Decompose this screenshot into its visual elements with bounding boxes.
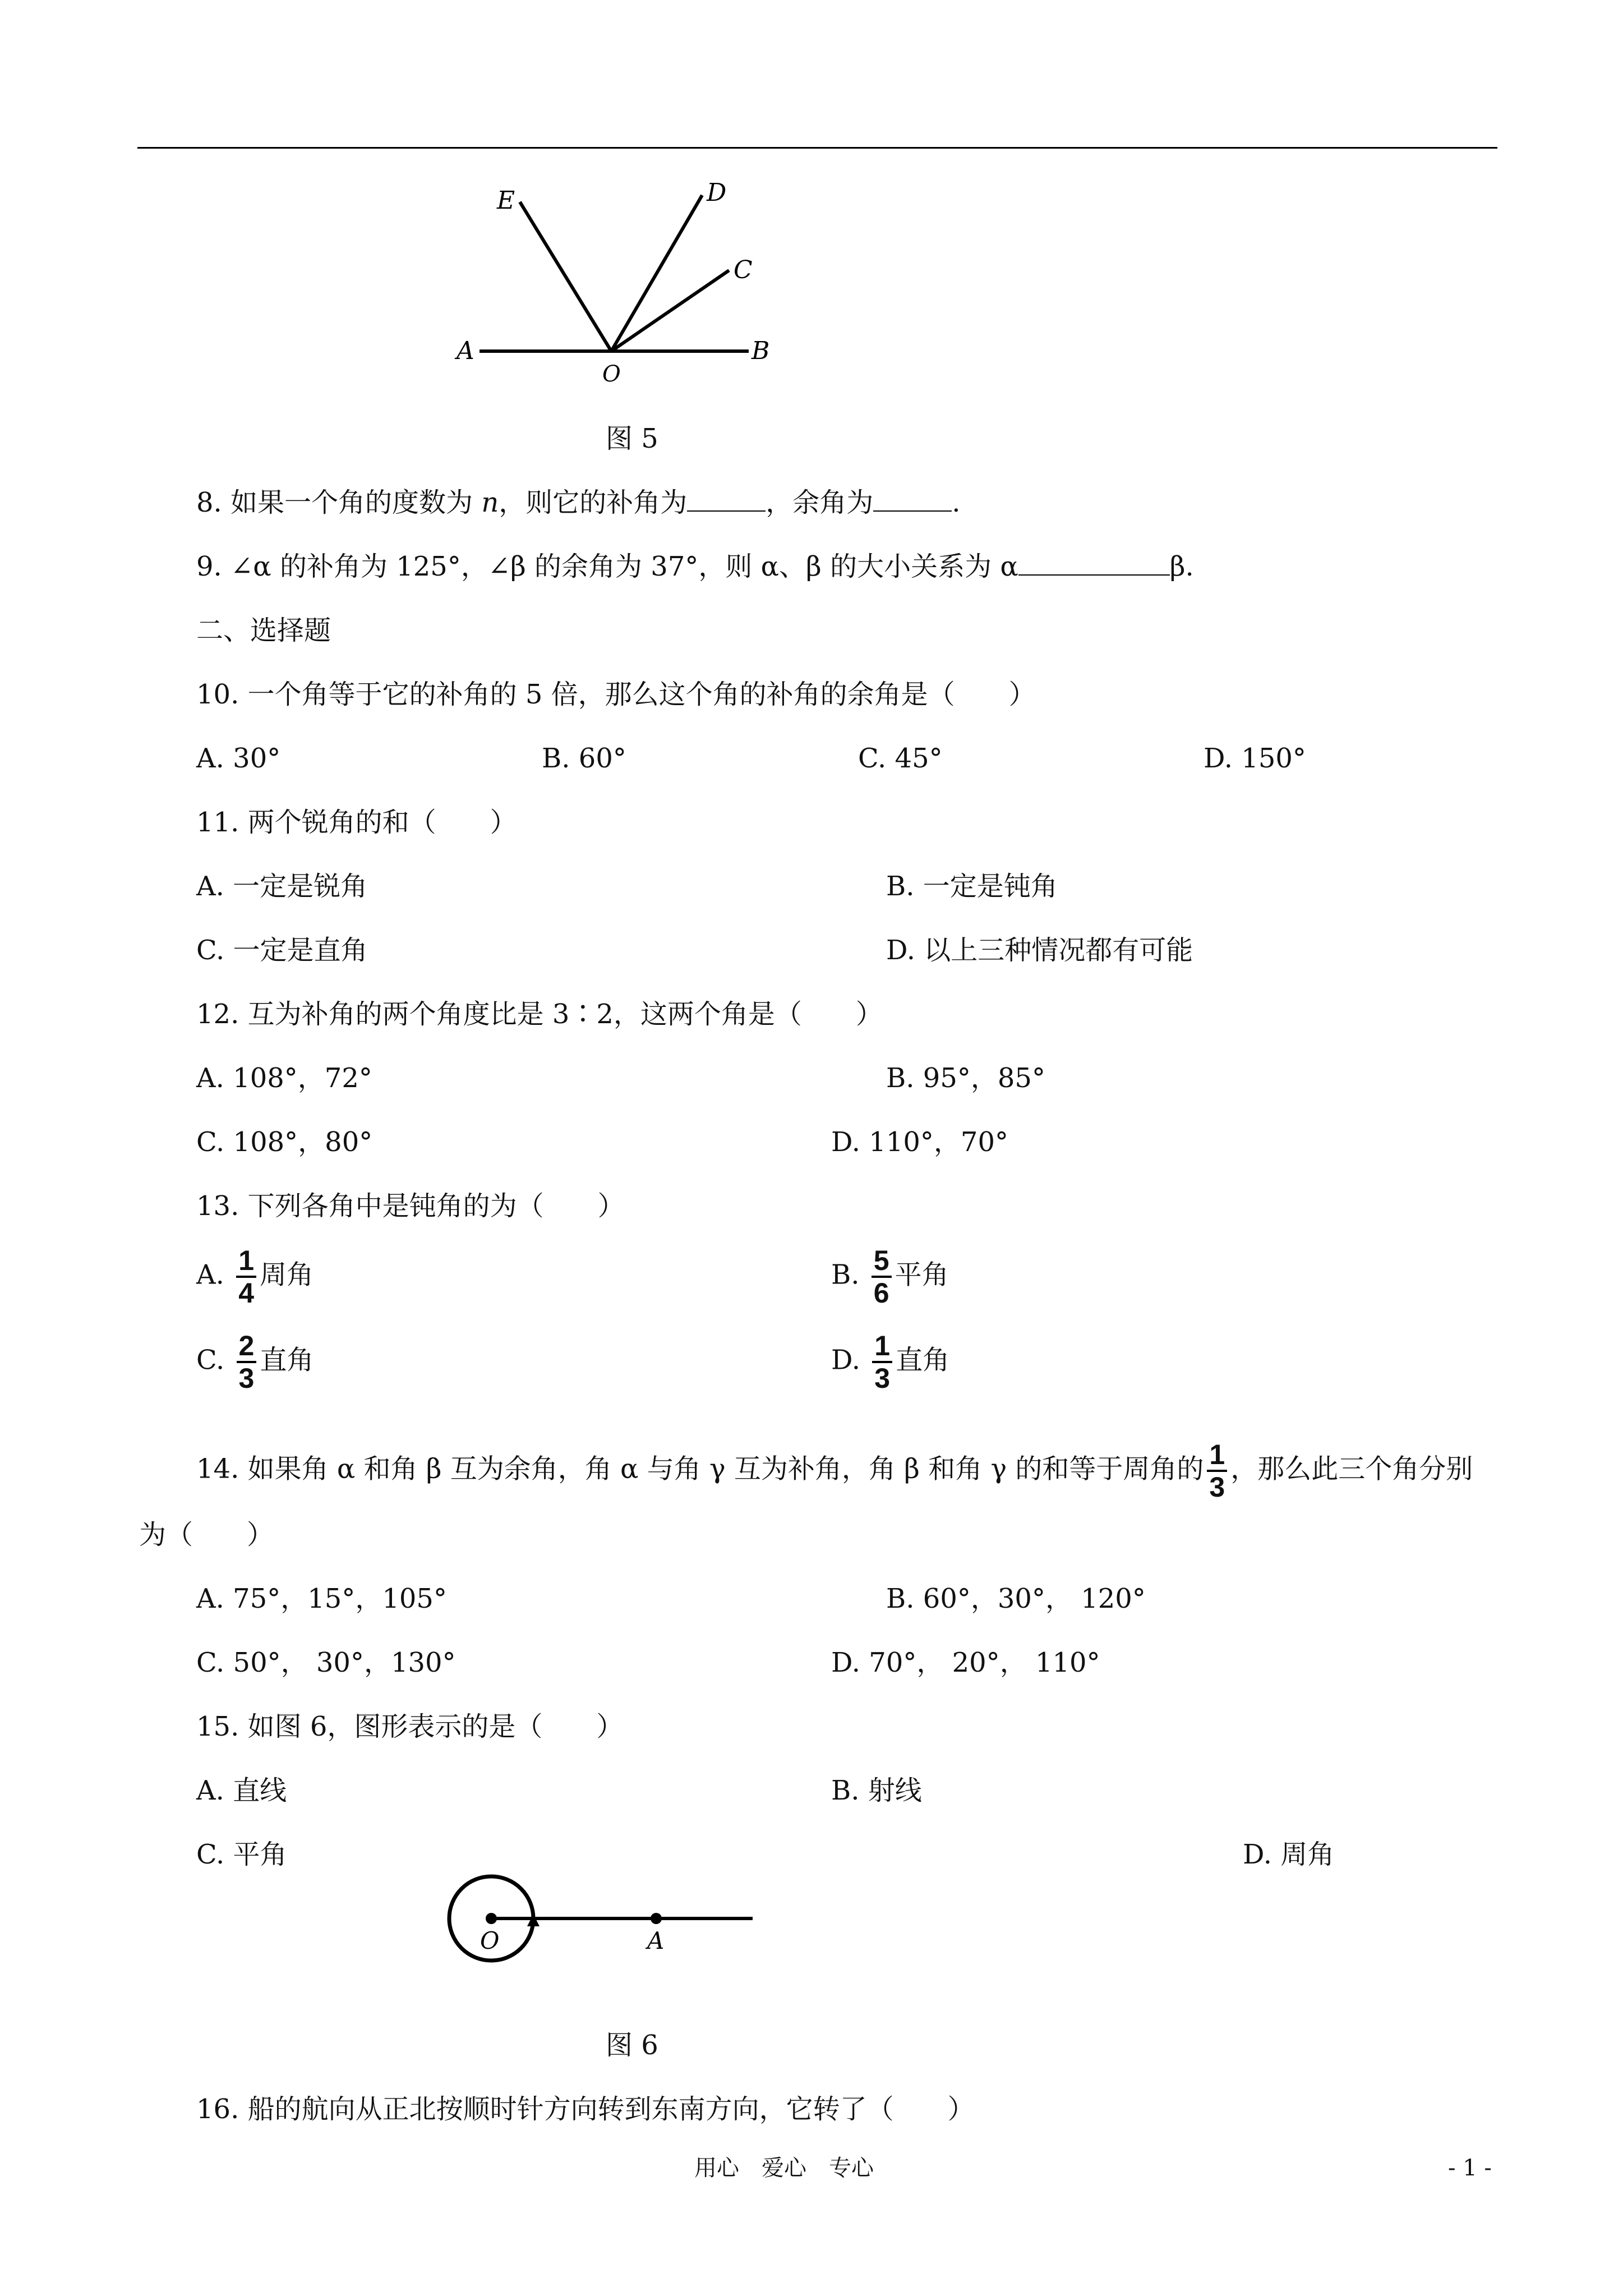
point-a <box>651 1913 662 1924</box>
fraction: $\frac{1}{3}$ <box>872 1331 892 1393</box>
page-number: - 1 - <box>1448 2155 1492 2181</box>
figure-6-caption: 图 6 <box>606 2030 658 2061</box>
q14-option-a[interactable]: A. 75°，15°，105° <box>196 1583 447 1614</box>
q12-option-d[interactable]: D. 110°，70° <box>831 1126 1008 1158</box>
q14-option-c[interactable]: C. 50°， 30°，130° <box>196 1647 456 1678</box>
question-11: 11. 两个锐角的和（ ） <box>196 807 517 838</box>
q11-option-d[interactable]: D. 以上三种情况都有可能 <box>886 935 1193 966</box>
q11-option-c[interactable]: C. 一定是直角 <box>196 935 368 966</box>
fraction: $\frac{2}{3}$ <box>237 1331 257 1393</box>
question-10: 10. 一个角等于它的补角的 5 倍，那么这个角的补角的余角是（ ） <box>196 679 1036 710</box>
q13-option-c[interactable]: C. $\frac{2}{3}$ 直角 <box>196 1330 314 1394</box>
q12-option-c[interactable]: C. 108°，80° <box>196 1126 373 1158</box>
figure-5 <box>449 174 785 387</box>
q10-option-d[interactable]: D. 150° <box>1204 743 1306 774</box>
label-B: B <box>751 337 770 365</box>
q10-option-c[interactable]: C. 45° <box>858 743 943 774</box>
label-A: A <box>647 1927 665 1954</box>
figure-6 <box>432 1868 768 1975</box>
footer-motto: 用心 爱心 专心 <box>694 2155 874 2181</box>
fraction: $\frac{5}{6}$ <box>872 1245 892 1308</box>
question-14-continued: 为（ ） <box>139 1519 274 1550</box>
q12-option-a[interactable]: A. 108°，72° <box>196 1062 372 1094</box>
fraction: $\frac{1}{3}$ <box>1207 1439 1227 1502</box>
q15-option-a[interactable]: A. 直线 <box>196 1775 287 1806</box>
label-E: E <box>497 186 515 215</box>
question-13: 13. 下列各角中是钝角的为（ ） <box>196 1190 625 1222</box>
label-O: O <box>602 361 621 387</box>
q15-option-d[interactable]: D. 周角 <box>1243 1839 1335 1870</box>
q15-option-b[interactable]: B. 射线 <box>831 1775 922 1806</box>
question-16: 16. 船的航向从正北按顺时针方向转到东南方向，它转了（ ） <box>196 2093 975 2125</box>
answer-blank[interactable] <box>687 486 766 512</box>
question-8: 8. 如果一个角的度数为 n，则它的补角为 ，余角为 . <box>196 487 961 518</box>
q13-option-b[interactable]: B. $\frac{5}{6}$ 平角 <box>831 1245 949 1309</box>
question-12: 12. 互为补角的两个角度比是 3∶2，这两个角是（ ） <box>196 999 883 1030</box>
q10-option-a[interactable]: A. 30° <box>196 743 281 774</box>
answer-blank[interactable] <box>873 486 952 512</box>
section-heading: 二、选择题 <box>196 615 331 646</box>
q13-option-d[interactable]: D. $\frac{1}{3}$ 直角 <box>831 1330 950 1394</box>
point-o <box>486 1913 497 1924</box>
q14-option-d[interactable]: D. 70°， 20°， 110° <box>831 1647 1100 1678</box>
q10-option-b[interactable]: B. 60° <box>542 743 626 774</box>
label-O: O <box>480 1927 500 1954</box>
q15-option-c[interactable]: C. 平角 <box>196 1839 287 1870</box>
figure-5-caption: 图 5 <box>606 423 658 454</box>
label-C: C <box>734 256 753 284</box>
q13-option-a[interactable]: A. $\frac{1}{4}$ 周角 <box>196 1245 314 1309</box>
q14-option-b[interactable]: B. 60°，30°， 120° <box>886 1583 1146 1614</box>
question-14: 14. 如果角 α 和角 β 互为余角，角 α 与角 γ 互为补角，角 β 和角 γ 的和等于周角的 $\frac{1}{3}$ ，那么此三个角分别 <box>196 1439 1473 1503</box>
answer-blank[interactable] <box>1018 550 1170 576</box>
q11-option-b[interactable]: B. 一定是钝角 <box>886 871 1058 902</box>
label-D: D <box>707 178 727 207</box>
question-15: 15. 如图 6，图形表示的是（ ） <box>196 1711 624 1742</box>
q11-option-a[interactable]: A. 一定是锐角 <box>196 871 368 902</box>
header-rule <box>137 147 1497 149</box>
fraction: $\frac{1}{4}$ <box>236 1245 256 1308</box>
q12-option-b[interactable]: B. 95°，85° <box>886 1062 1045 1094</box>
label-A: A <box>457 337 474 365</box>
question-9: 9. ∠α 的补角为 125°，∠β 的余角为 37°，则 α、β 的大小关系为 α β. <box>196 551 1194 582</box>
